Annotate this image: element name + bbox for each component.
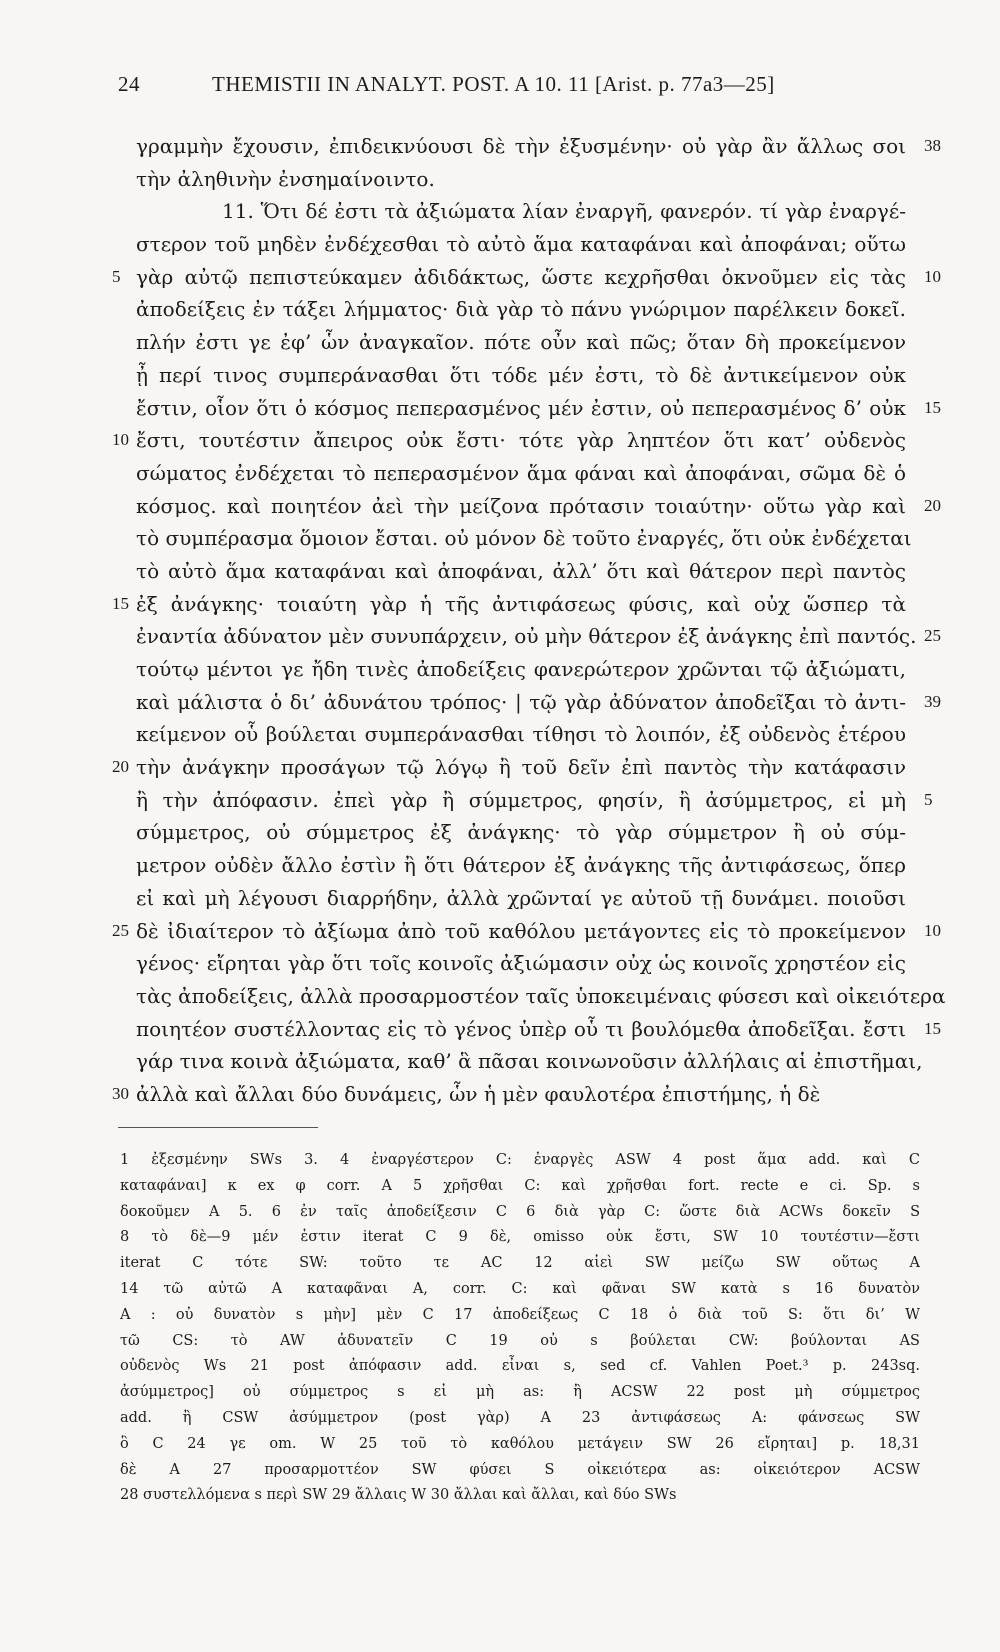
line-number-left: 15 — [112, 593, 129, 613]
text-line-content: γραμμὴν ἔχουσιν, ἐπιδεικνύουσι δὲ τὴν ἐξυσμένην· οὐ γὰρ ἂν ἄλλως σοι — [136, 134, 906, 158]
text-line — [60, 816, 960, 849]
running-title: THEMISTII IN ANALYT. POST. A 10. 11 [Arist. p. 77a3—25] — [212, 72, 775, 96]
text-line — [60, 1078, 960, 1111]
text-line-content: τὸ αὐτὸ ἅμα καταφάναι καὶ ἀποφάναι, ἀλλ’ ὅτι καὶ θάτερον περὶ παντὸς — [136, 558, 906, 583]
line-number-left: 25 — [112, 920, 129, 940]
text-line — [60, 1013, 960, 1046]
text-line — [60, 490, 960, 523]
text-line-content: κείμενον οὗ βούλεται συμπεράνασθαι τίθησι τὸ λοιπόν, ἐξ οὐδενὸς ἑτέρου — [136, 722, 906, 747]
text-line — [60, 228, 960, 261]
apparatus-line: δοκοῦμεν A 5. 6 ἐν ταῖς ἀποδείξεσιν C 6 διὰ γὰρ C: ὥστε διὰ ACWs δοκεῖν S — [120, 1203, 920, 1220]
text-line-content: καὶ μάλιστα ὁ δι’ ἀδυνάτου τρόπος· | τῷ γὰρ ἀδύνατον ἀποδεῖξαι τὸ ἀντι- — [136, 689, 906, 714]
line-number-right: 10 — [924, 266, 941, 286]
text-line-content: κόσμος. καὶ ποιητέον ἀεὶ τὴν μείζονα πρότασιν τοιαύτην· οὕτω γὰρ καὶ — [136, 493, 906, 518]
text-line-content: τὴν ἀληθινὴν ἐνσημαίνοιντο. — [136, 166, 435, 191]
page-number: 24 — [118, 72, 140, 96]
critical-apparatus — [120, 1148, 920, 1509]
line-number-right: 25 — [924, 626, 941, 646]
text-line-content: εἰ καὶ μὴ λέγουσι διαρρήδην, ἀλλὰ χρῶνταί γε αὐτοῦ τῇ δυνάμει. ποιοῦσι — [136, 885, 906, 910]
apparatus-line: οὐδενὸς Ws 21 post ἀπόφασιν add. εἶναι s, sed cf. Vahlen Poet.³ p. 243sq. — [120, 1358, 920, 1375]
apparatus-line: ἀσύμμετρος] οὐ σύμμετρος s εἰ μὴ as: ἢ ACSW 22 post μὴ σύμμετρος — [120, 1384, 920, 1401]
text-line-content: ἀποδείξεις ἐν τάξει λήμματος· διὰ γὰρ τὸ πάνυ γνώριμον παρέλκειν δοκεῖ. — [136, 297, 906, 322]
text-line — [60, 653, 960, 686]
line-number-right: 39 — [924, 691, 941, 711]
text-line — [60, 588, 960, 621]
main-text-block — [60, 130, 960, 1111]
text-line-content: 11. Ὅτι δέ ἐστι τὰ ἀξιώματα λίαν ἐναργῆ, φανερόν. τί γὰρ ἐναργέ- — [222, 199, 906, 224]
text-line — [60, 195, 960, 228]
apparatus-line: add. ἢ CSW ἀσύμμετρον (post γὰρ) A 23 ἀντιφάσεως A: φάνσεως SW — [120, 1409, 920, 1426]
text-line-content: τούτῳ μέντοι γε ἤδη τινὲς ἀποδείξεις φανερώτερον χρῶνται τῷ ἀξιώματι, — [136, 657, 906, 681]
text-line-content: ἔστι, τουτέστιν ἄπειρος οὐκ ἔστι· τότε γὰρ ληπτέον ὅτι κατ’ οὐδενὸς — [136, 428, 906, 453]
text-line-content: στερον τοῦ μηδὲν ἐνδέχεσθαι τὸ αὐτὸ ἅμα καταφάναι καὶ ἀποφάναι; οὕτω — [136, 232, 906, 257]
line-number-left: 5 — [112, 266, 121, 286]
footnote-divider — [118, 1127, 318, 1128]
text-line-content: ἐξ ἀνάγκης· τοιαύτη γὰρ ἡ τῆς ἀντιφάσεως φύσις, καὶ οὐχ ὥσπερ τὰ — [136, 591, 906, 616]
text-line — [60, 882, 960, 915]
apparatus-line: 8 τὸ δὲ—9 μέν ἐστιν iterat C 9 δὲ, omisso οὐκ ἔστι, SW 10 τουτέστιν—ἔστι — [120, 1229, 920, 1246]
text-line-content: γένος· εἴρηται γὰρ ὅτι τοῖς κοινοῖς ἀξιώμασιν οὐχ ὡς κοινοῖς χρηστέον εἰς — [136, 951, 906, 976]
text-line — [60, 980, 960, 1013]
text-line — [60, 359, 960, 392]
text-line-content: ποιητέον συστέλλοντας εἰς τὸ γένος ὑπὲρ οὗ τι βουλόμεθα ἀποδεῖξαι. ἔστι — [136, 1016, 906, 1041]
text-line-content: πλήν ἐστι γε ἐφ’ ὧν ἀναγκαῖον. πότε οὖν καὶ πῶς; ὅταν δὴ προκείμενον — [136, 330, 906, 355]
text-line — [60, 784, 960, 817]
text-line-content: γὰρ αὐτῷ πεπιστεύκαμεν ἀδιδάκτως, ὥστε κεχρῆσθαι ὀκνοῦμεν εἰς τὰς — [136, 264, 906, 289]
text-line-content: τὰς ἀποδείξεις, ἀλλὰ προσαρμοστέον ταῖς ὑποκειμέναις φύσεσι καὶ οἰκειότερα — [136, 983, 946, 1008]
apparatus-line: iterat C τότε SW: τοῦτο τε AC 12 αἰεὶ SW μείζω SW οὕτως A — [120, 1255, 920, 1272]
apparatus-line: 14 τῶ αὐτῶ A καταφᾶναι A, corr. C: καὶ φᾶναι SW κατὰ s 16 δυνατὸν — [120, 1280, 920, 1297]
line-number-right: 15 — [924, 1018, 941, 1038]
text-line — [60, 555, 960, 588]
text-line — [60, 718, 960, 751]
text-line — [60, 849, 960, 882]
text-line — [60, 163, 960, 196]
line-number-right: 38 — [924, 136, 941, 155]
line-number-right: 10 — [924, 920, 941, 940]
line-number-right: 5 — [924, 789, 933, 809]
text-line — [60, 293, 960, 326]
text-line-content: τὸ συμπέρασμα ὅμοιον ἔσται. οὐ μόνον δὲ τοῦτο ἐναργές, ὅτι οὐκ ἐνδέχεται — [136, 526, 912, 551]
line-number-right: 15 — [924, 397, 941, 417]
text-line — [60, 392, 960, 425]
text-line-content: σώματος ἐνδέχεται τὸ πεπερασμένον ἅμα φάναι καὶ ἀποφάναι, σῶμα δὲ ὁ — [136, 460, 906, 485]
text-line — [60, 686, 960, 719]
apparatus-line: A : οὐ δυνατὸν s μὴν] μὲν C 17 ἀποδείξεως C 18 ὁ διὰ τοῦ S: ὅτι δι’ W — [120, 1306, 920, 1323]
text-line — [60, 947, 960, 980]
text-line — [60, 522, 960, 555]
text-line-content: ᾖ περί τινος συμπεράνασθαι ὅτι τόδε μέν ἐστι, τὸ δὲ ἀντικείμενον οὐκ — [136, 362, 906, 387]
text-line-content: τὴν ἀνάγκην προσάγων τῷ λόγῳ ἢ τοῦ δεῖν ἐπὶ παντὸς τὴν κατάφασιν — [136, 755, 906, 780]
line-number-left: 20 — [112, 757, 129, 777]
text-line-content: ἐναντία ἀδύνατον μὲν συνυπάρχειν, οὐ μὴν θάτερον ἐξ ἀνάγκης ἐπὶ παντός. — [136, 624, 917, 649]
apparatus-line: δὲ A 27 προσαρμοττέον SW φύσει S οἰκειότερα as: οἰκειότερον ACSW — [120, 1461, 920, 1478]
text-line-content: ἀλλὰ καὶ ἄλλαι δύο δυνάμεις, ὧν ἡ μὲν φαυλοτέρα ἐπιστήμης, ἡ δὲ — [136, 1081, 821, 1106]
page-header — [118, 72, 868, 97]
text-line — [60, 130, 960, 163]
text-line — [60, 261, 960, 294]
text-line — [60, 457, 960, 490]
text-line — [60, 326, 960, 359]
text-line — [60, 751, 960, 784]
text-line — [60, 424, 960, 457]
line-number-left: 30 — [112, 1083, 129, 1103]
text-line-content: μετρον οὐδὲν ἄλλο ἐστὶν ἢ ὅτι θάτερον ἐξ ἀνάγκης τῆς ἀντιφάσεως, ὅπερ — [136, 853, 906, 878]
apparatus-line: ὃ C 24 γε om. W 25 τοῦ τὸ καθόλου μετάγειν SW 26 εἴρηται] p. 18,31 — [120, 1435, 920, 1452]
text-line — [60, 915, 960, 948]
apparatus-line: 28 συστελλόμενα s περὶ SW 29 ἄλλαις W 30 ἄλλαι καὶ ἄλλαι, καὶ δύο SWs — [120, 1487, 677, 1504]
apparatus-line: καταφάναι] κ ex φ corr. A 5 χρῆσθαι C: καὶ χρῆσθαι fort. recte e ci. Sp. s — [120, 1177, 920, 1194]
text-line-content: δὲ ἰδιαίτερον τὸ ἀξίωμα ἀπὸ τοῦ καθόλου μετάγοντες εἰς τὸ προκείμενον — [136, 918, 906, 943]
line-number-left: 10 — [112, 430, 129, 450]
apparatus-line: 1 ἐξεσμένην SWs 3. 4 ἐναργέστερον C: ἐναργὲς ASW 4 post ἅμα add. καὶ C — [120, 1152, 920, 1168]
line-number-right: 20 — [924, 495, 941, 515]
text-line-content: σύμμετρος, οὐ σύμμετρος ἐξ ἀνάγκης· τὸ γὰρ σύμμετρον ἢ οὐ σύμ- — [136, 820, 906, 845]
text-line-content: ἔστιν, οἷον ὅτι ὁ κόσμος πεπερασμένος μέν ἐστιν, οὐ πεπερασμένος δ’ οὐκ — [136, 395, 906, 420]
text-line — [60, 1045, 960, 1078]
apparatus-line: τῶ CS: τὸ AW ἀδυνατεῖν C 19 οὐ s βούλεται CW: βούλονται AS — [120, 1332, 920, 1349]
text-line-content: γάρ τινα κοινὰ ἀξιώματα, καθ’ ἃ πᾶσαι κοινωνοῦσιν ἀλλήλαις αἱ ἐπιστῆμαι, — [136, 1049, 923, 1074]
text-line-content: ἢ τὴν ἀπόφασιν. ἐπεὶ γὰρ ἢ σύμμετρος, φησίν, ἢ ἀσύμμετρος, εἰ μὴ — [136, 787, 906, 812]
text-line — [60, 620, 960, 653]
